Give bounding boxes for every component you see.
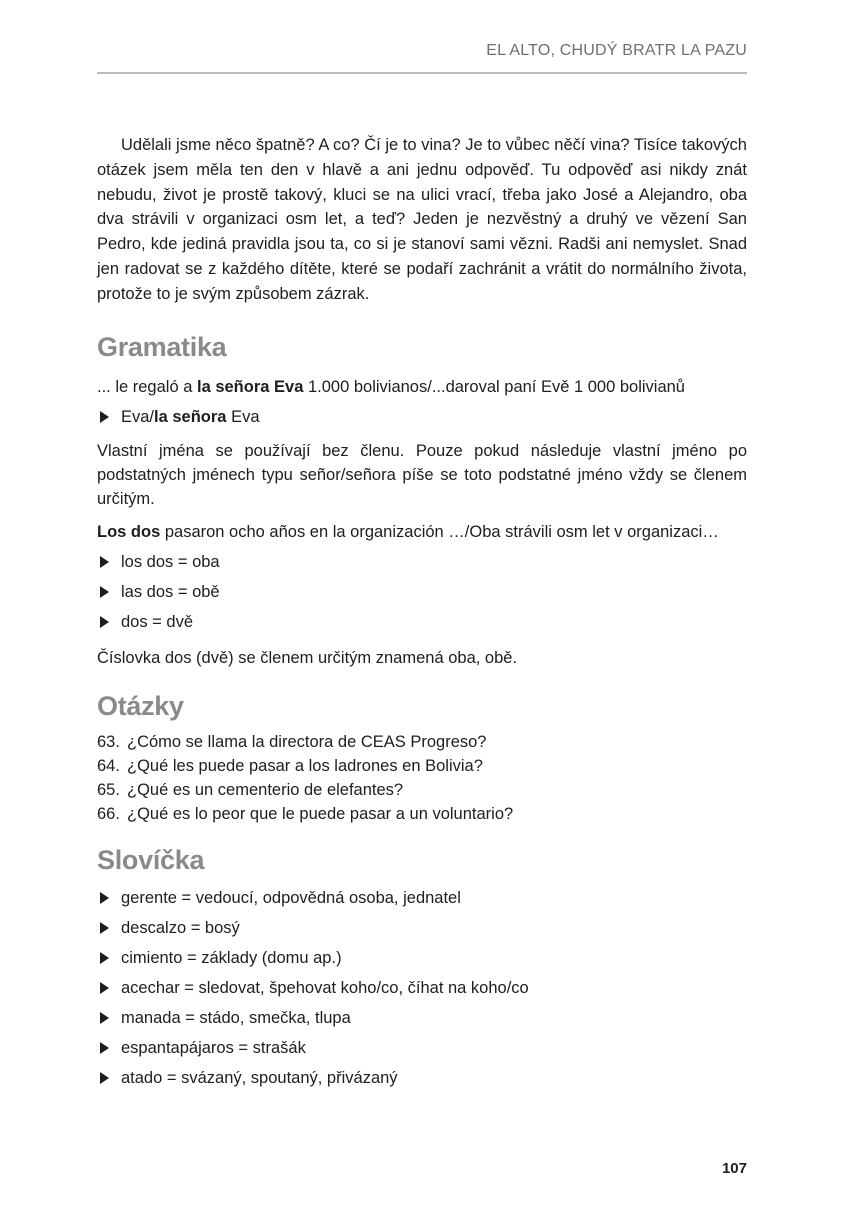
page-header [97,38,747,74]
vocabulary-text: cimiento = základy (domu ap.) [121,948,342,967]
vocabulary-item [97,1006,747,1030]
example-1-text: ... le regaló a [97,377,197,396]
triangle-bullet-icon [100,586,109,598]
vocabulary-text: acechar = sledovat, špehovat koho/co, číhat na koho/co [121,978,529,997]
example-1-bold: la señora Eva [196,377,304,396]
grammar-example-2 [97,520,747,544]
question-number: 66. [97,804,120,823]
vocabulary-item [97,1066,747,1090]
example-2-bold: Los dos [97,522,161,541]
grammar-note-1: Vlastní jména se používají bez členu. Pouze pokud následuje vlastní jméno po podstatných jménech typu señor/señora píše se toto podstatné jméno vždy se členem určitým. [97,441,747,509]
question-number: 64. [97,756,120,775]
question-item [97,778,747,802]
bullet-1-bold: la señora [154,407,227,426]
grammar-note-2: Číslovka dos (dvě) se členem určitým znamená oba, obě. [97,648,518,667]
question-text: ¿Qué es lo peor que le puede pasar a un voluntario? [127,804,514,823]
triangle-bullet-icon [100,892,109,904]
vocabulary-text: atado = svázaný, spoutaný, přivázaný [121,1068,398,1087]
grammar-bullet-3 [97,580,747,604]
vocabulary-text: descalzo = bosý [121,918,240,937]
triangle-bullet-icon [100,982,109,994]
question-item [97,754,747,778]
vocabulary-text: espantapájaros = strašák [121,1038,306,1057]
bullet-text: dos = dvě [121,612,194,631]
intro-paragraph: Udělali jsme něco špatně? A co? Čí je to vina? Je to vůbec něčí vina? Tisíce takových otázek jsem měla ten den v hlavě a ani jednu odpověď. Tu odpověď asi nikdy znát nebudu, život je prostě takový, kluci se na ulici vrací, třeba jako José a Alejandro, oba dva strávili v organizaci osm let, a teď? Jeden je nezvěstný a druhý ve vězení San Pedro, kde jediná pravidla jsou ta, co si je stanoví sami vězni. Radši ani nemyslet. Snad jen radovat se z každého dítěte, které se podaří zachránit a vrátit do normálního života, protože to je svým způsobem zázrak. [97,136,747,303]
grammar-bullet-2 [97,550,747,574]
question-text: ¿Qué es un cementerio de elefantes? [127,780,404,799]
vocabulary-item [97,976,747,1000]
question-text: ¿Qué les puede pasar a los ladrones en Bolivia? [127,756,483,775]
questions-heading: Otázky [97,690,184,721]
grammar-example-1 [97,375,747,399]
question-text: ¿Cómo se llama la directora de CEAS Progreso? [127,732,487,751]
bullet-1-rest: Eva [226,407,260,426]
grammar-bullet-1 [97,405,747,429]
question-number: 63. [97,732,120,751]
question-item [97,802,747,826]
triangle-bullet-icon [100,922,109,934]
triangle-bullet-icon [100,1072,109,1084]
question-number: 65. [97,780,120,799]
bullet-1-text: Eva/ [121,407,155,426]
grammar-bullet-4 [97,610,747,634]
page-content [97,133,747,1090]
bullet-text: las dos = obě [121,582,220,601]
question-item [97,730,747,754]
triangle-bullet-icon [100,952,109,964]
triangle-bullet-icon [100,556,109,568]
vocabulary-item [97,946,747,970]
vocabulary-item [97,916,747,940]
triangle-bullet-icon [100,1012,109,1024]
triangle-bullet-icon [100,411,109,423]
vocabulary-item [97,886,747,910]
running-head: EL ALTO, CHUDÝ BRATR LA PAZU [486,42,747,59]
example-2-translation: pasaron ocho años en la organización …/Oba strávili osm let v organizaci… [160,522,719,541]
triangle-bullet-icon [100,616,109,628]
grammar-heading: Gramatika [97,331,227,362]
example-1-translation: 1.000 bolivianos/...daroval paní Evě 1 000 bolivianů [303,377,685,396]
vocabulary-item [97,1036,747,1060]
bullet-text: los dos = oba [121,552,220,571]
vocabulary-text: manada = stádo, smečka, tlupa [121,1008,351,1027]
vocabulary-text: gerente = vedoucí, odpovědná osoba, jednatel [121,888,461,907]
vocabulary-heading: Slovíčka [97,844,205,875]
page-number: 107 [721,1160,747,1177]
triangle-bullet-icon [100,1042,109,1054]
